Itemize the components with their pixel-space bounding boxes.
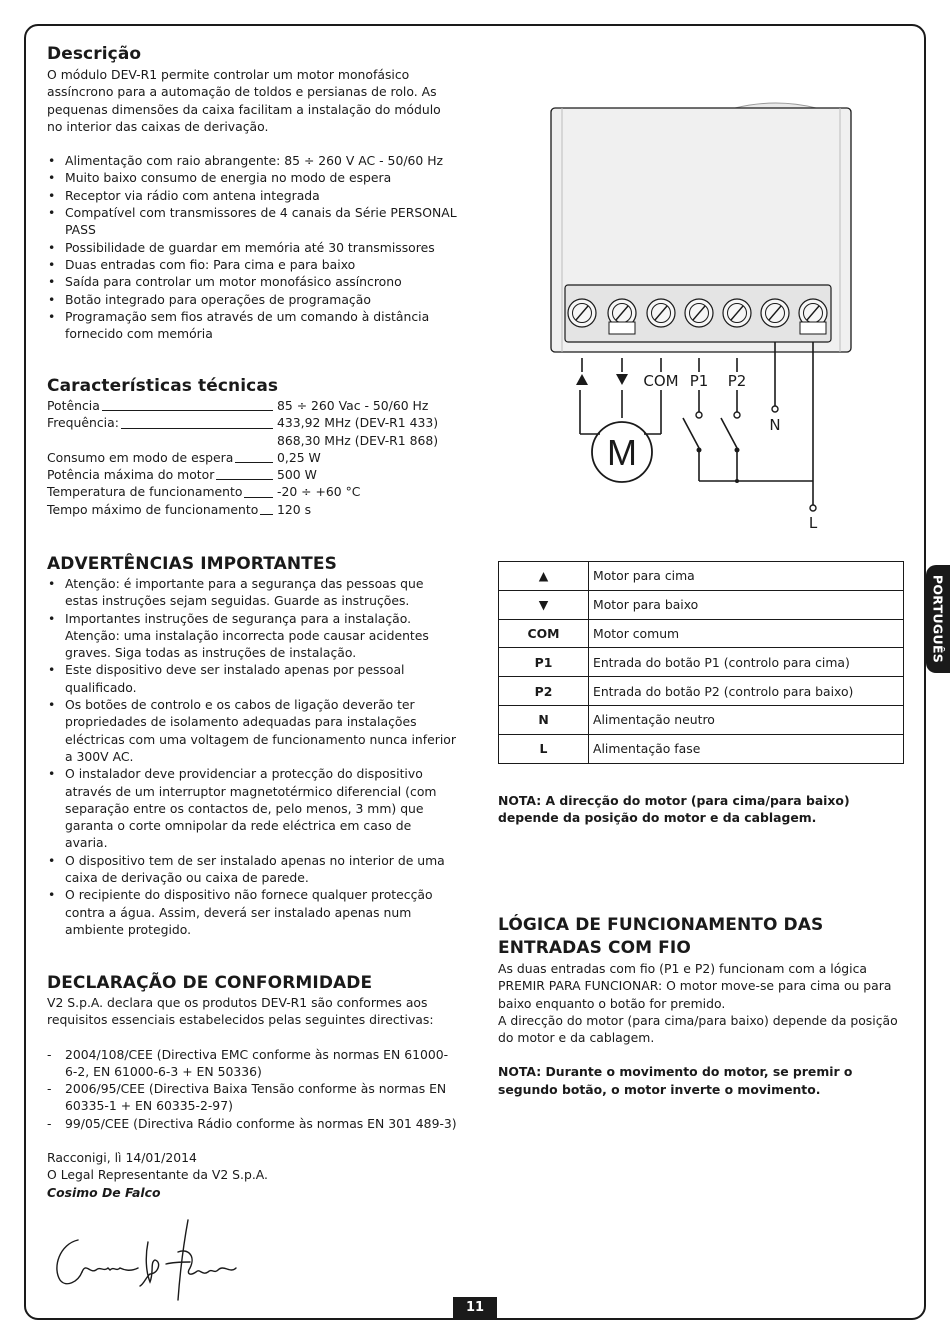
table-row: [499, 734, 904, 763]
spec-value: 0,25 W: [277, 449, 321, 465]
table-row: [499, 677, 904, 706]
terminal-desc: Motor para cima: [589, 562, 904, 591]
page-number: 11: [453, 1297, 497, 1319]
spec-label: Potência máxima do motor: [47, 467, 215, 483]
warning-item: • Os botões de controlo e os cabos de ligação deverão ter propriedades de isolamento adequadas para instalações eléctricas com uma voltagem de funcionamento nunca inferior a 300V AC.: [47, 696, 457, 765]
conformity-section: [47, 973, 457, 1201]
spec-value: 868,30 MHz (DEV-R1 868): [277, 432, 439, 448]
motor-label: M: [607, 432, 637, 473]
table-row: [499, 619, 904, 648]
terminal-key: P1: [499, 648, 589, 677]
table-row: [499, 590, 904, 619]
representative: O Legal Representante da V2 S.p.A.: [47, 1167, 268, 1183]
spec-table: [47, 397, 457, 518]
p2-contact: [734, 412, 740, 418]
feature-item: • Saída para controlar um motor monofásico assíncrono: [47, 273, 457, 290]
description-paragraph: O módulo DEV-R1 permite controlar um motor monofásico assíncrono para a automação de toldos e persianas de rolo. As pequenas dimensões da caixa facilitam a instalação do módulo no interior das caixas de derivação.: [47, 67, 441, 134]
warning-item: • Atenção: é importante para a segurança das pessoas que estas instruções sejam seguidas. Guarde as instruções.: [47, 575, 457, 610]
terminal-clip: [609, 322, 635, 334]
terminal-desc: Entrada do botão P2 (controlo para baixo): [589, 677, 904, 706]
direction-note: NOTA: A direcção do motor (para cima/para baixo) depende da posição do motor e da cablagem.: [498, 792, 850, 825]
spec-row: [47, 483, 457, 500]
place-date: Racconigi, lì 14/01/2014: [47, 1150, 197, 1166]
l-label: L: [808, 514, 818, 532]
warning-item: • O recipiente do dispositivo não fornece qualquer protecção contra a água. Assim, deverá ser instalado apenas num ambiente protegido.: [47, 886, 457, 938]
directives-list: [47, 1046, 457, 1132]
spec-value: 433,92 MHz (DEV-R1 433): [277, 415, 439, 431]
up-arrow-icon: [576, 374, 588, 385]
signature-image: [50, 1212, 250, 1307]
p1-contact: [696, 412, 702, 418]
spec-row: [47, 397, 457, 414]
feature-item: • Receptor via rádio com antena integrada: [47, 187, 457, 204]
wiring-diagram: [540, 100, 870, 540]
terminal-desc: Motor para baixo: [589, 590, 904, 619]
spec-label: Tempo máximo de funcionamento: [47, 501, 259, 517]
terminal-key: ▲: [499, 562, 589, 591]
warnings-list: [47, 575, 457, 938]
terminal-key: N: [499, 705, 589, 734]
terminals-section: [498, 561, 906, 826]
terminal-clip: [800, 322, 826, 334]
terminal-desc: Entrada do botão P1 (controlo para cima): [589, 648, 904, 677]
logic-note: NOTA: Durante o movimento do motor, se premir o segundo botão, o motor inverte o movimento.: [498, 1064, 853, 1097]
spec-row: [47, 501, 457, 518]
warning-item: • O instalador deve providenciar a protecção do dispositivo através de um interruptor magnetotérmico diferencial (com separação entre os contactos de, pelo menos, 3 mm) que garanta o corte omnipolar da rede eléctrica em caso de avaria.: [47, 765, 457, 851]
spec-label: Potência: [47, 398, 100, 413]
module-antenna-bump: [735, 103, 816, 108]
spec-row: [47, 466, 457, 483]
spec-value: 85 ÷ 260 Vac - 50/60 Hz: [277, 398, 429, 413]
terminal-desc: Alimentação neutro: [589, 705, 904, 734]
warning-item: • Este dispositivo deve ser instalado apenas por pessoal qualificado.: [47, 661, 457, 696]
feature-item: • Compatível com transmissores de 4 canais da Série PERSONAL PASS: [47, 204, 457, 239]
feature-item: • Botão integrado para operações de programação: [47, 291, 457, 308]
feature-item: • Duas entradas com fio: Para cima e para baixo: [47, 256, 457, 273]
spec-value: 500 W: [277, 467, 317, 483]
n-label: N: [769, 416, 781, 434]
tech-section: [47, 376, 457, 518]
logic-title: LÓGICA DE FUNCIONAMENTO DAS ENTRADAS COM FIO: [498, 915, 824, 958]
language-tab-label: PORTUGUÊS: [930, 574, 946, 664]
spec-label: Temperatura de funcionamento: [47, 484, 243, 500]
table-row: [499, 648, 904, 677]
p2-label: P2: [727, 372, 747, 390]
logic-paragraph-1: As duas entradas com fio (P1 e P2) funcionam com a lógica PREMIR PARA FUNCIONAR: O motor move-se para cima ou para baixo enquanto o botão for premido.: [498, 961, 892, 1011]
directive-item: - 2004/108/CEE (Directiva EMC conforme às normas EN 61000-6-2, EN 61000-6-3 + EN 50336): [47, 1046, 457, 1081]
terminal-key: COM: [499, 619, 589, 648]
directive-item: - 99/05/CEE (Directiva Rádio conforme às normas EN 301 489-3): [47, 1115, 457, 1132]
directive-item: - 2006/95/CEE (Directiva Baixa Tensão conforme às normas EN 60335-1 + EN 60335-2-97): [47, 1080, 457, 1115]
description-title: Descrição: [47, 44, 142, 64]
logic-paragraph-2: A direcção do motor (para cima/para baixo) depende da posição do motor e da cablagem.: [498, 1012, 898, 1046]
conformity-paragraph: V2 S.p.A. declara que os produtos DEV-R1 são conformes aos requisitos essenciais estabelecidos pelas seguintes directivas:: [47, 995, 434, 1028]
language-tab: [926, 565, 950, 673]
down-arrow-icon: [616, 374, 628, 385]
table-row: [499, 705, 904, 734]
spec-row: [47, 414, 457, 431]
spec-value: 120 s: [277, 501, 312, 517]
terminal-key: L: [499, 734, 589, 763]
tech-title: Características técnicas: [47, 376, 279, 396]
description-section: [47, 44, 457, 342]
warnings-section: [47, 554, 457, 938]
terminal-key: ▼: [499, 590, 589, 619]
p1-contact: [697, 448, 702, 453]
feature-item: • Possibilidade de guardar em memória até 30 transmissores: [47, 239, 457, 256]
feature-list: [47, 152, 457, 342]
spec-value: -20 ÷ +60 °C: [277, 484, 361, 500]
feature-item: • Programação sem fios através de um comando à distância fornecido com memória: [47, 308, 457, 343]
l-terminal-dot: [810, 505, 816, 511]
terminals-table: [498, 561, 904, 764]
com-label: COM: [643, 372, 679, 390]
n-terminal-dot: [772, 406, 778, 412]
terminal-key: P2: [499, 677, 589, 706]
terminal-desc: Motor comum: [589, 619, 904, 648]
logic-section: [498, 914, 906, 1098]
spec-row: [47, 449, 457, 466]
conformity-title: DECLARAÇÃO DE CONFORMIDADE: [47, 973, 373, 993]
signer-name: Cosimo De Falco: [47, 1184, 161, 1200]
table-row: [499, 562, 904, 591]
spec-label: Frequência:: [47, 415, 119, 431]
junction-dot: [735, 479, 739, 483]
warning-item: • O dispositivo tem de ser instalado apenas no interior de uma caixa de derivação ou caixa de parede.: [47, 852, 457, 887]
feature-item: • Alimentação com raio abrangente: 85 ÷ 260 V AC - 50/60 Hz: [47, 152, 457, 169]
terminal-desc: Alimentação fase: [589, 734, 904, 763]
spec-label: Consumo em modo de espera: [47, 449, 234, 465]
p1-label: P1: [689, 372, 709, 390]
feature-item: • Muito baixo consumo de energia no modo de espera: [47, 169, 457, 186]
spec-row: [47, 432, 457, 449]
warning-item: • Importantes instruções de segurança para a instalação. Atenção: uma instalação incorrecta pode causar acidentes graves. Siga todas as instruções de instalação.: [47, 610, 457, 662]
warnings-title: ADVERTÊNCIAS IMPORTANTES: [47, 554, 337, 574]
p2-contact: [735, 448, 740, 453]
